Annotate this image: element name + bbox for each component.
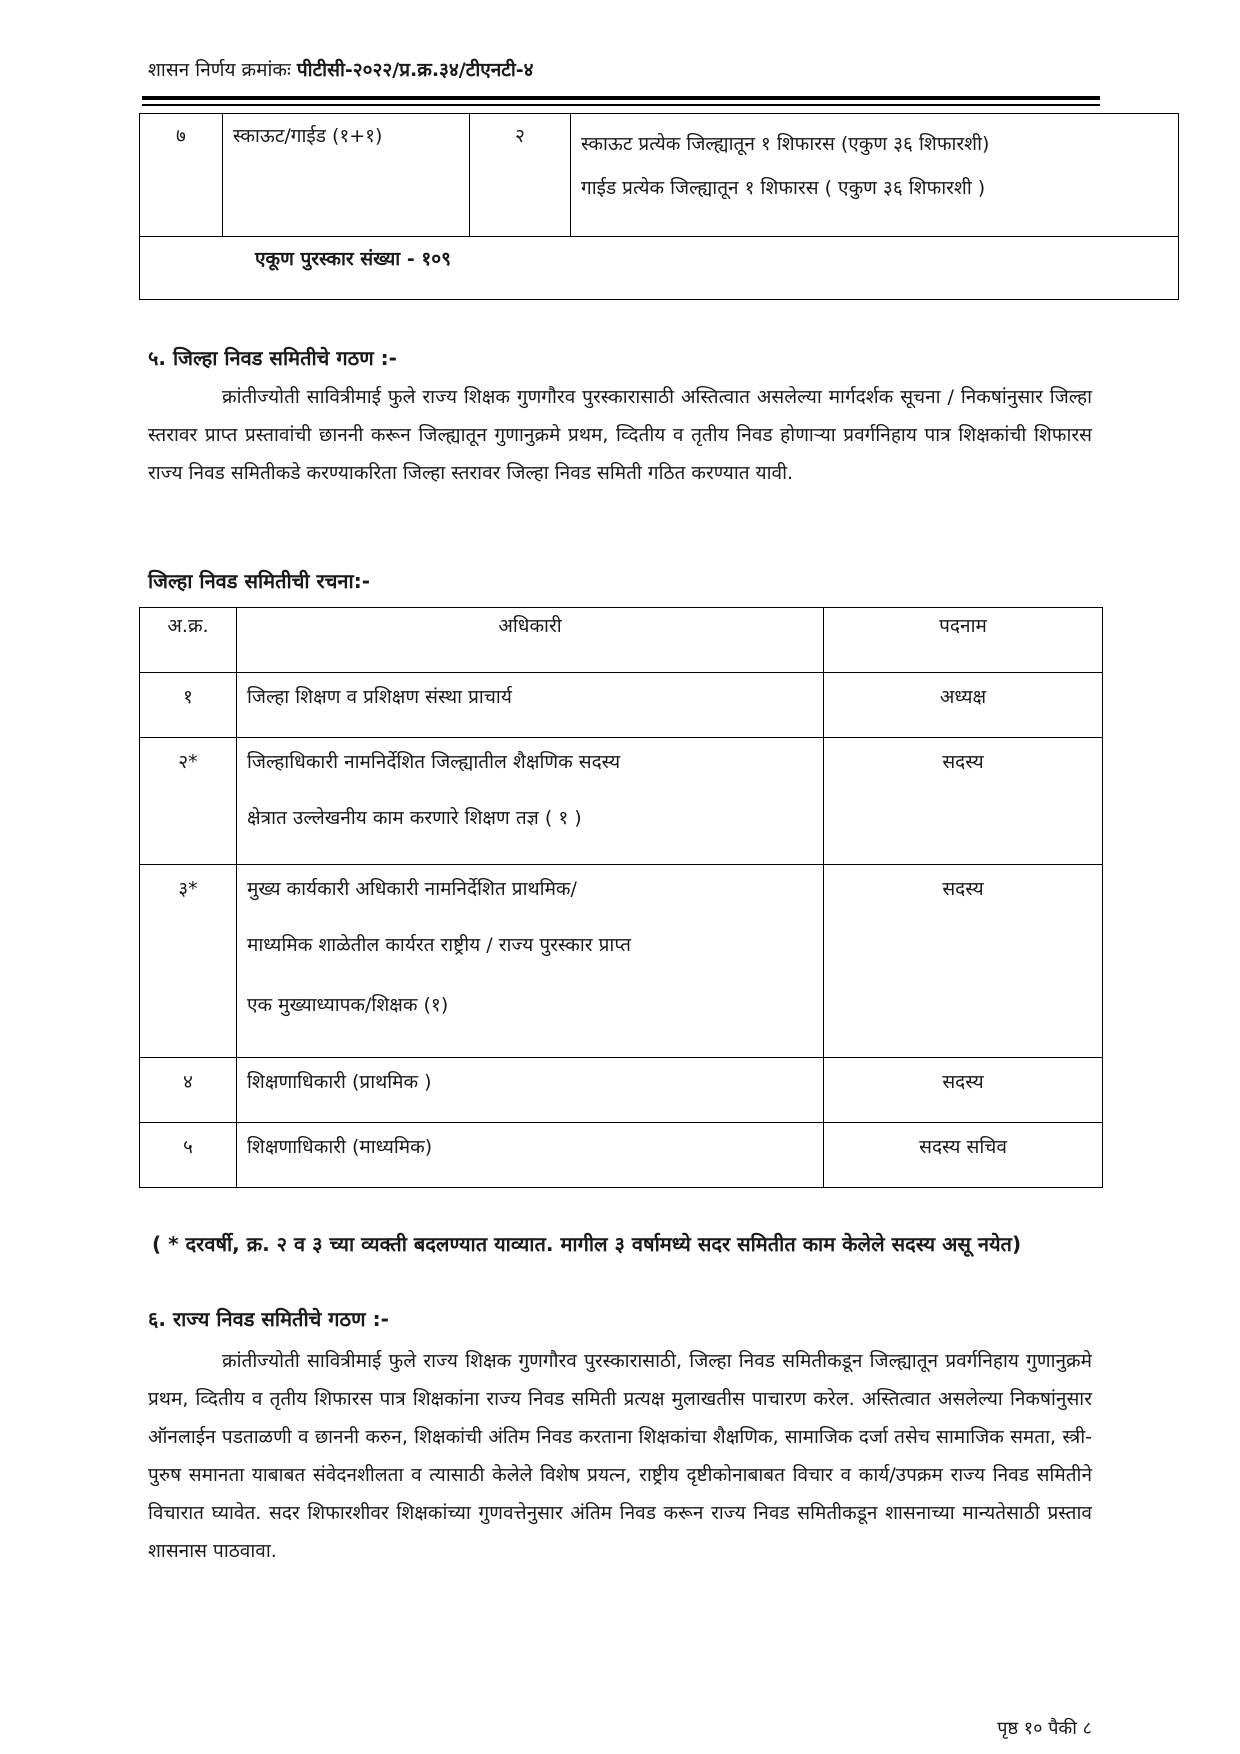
gr-number: पीटीसी-२०२२/प्र.क्र.३४/टीएनटी-४	[296, 59, 534, 81]
guide-line: गाईड प्रत्येक जिल्ह्यातून १ शिफारस ( एकुण ३६ शिफारशी )	[581, 177, 986, 199]
header-sr: अ.क्र.	[140, 608, 237, 673]
officer-cell: शिक्षणाधिकारी (माध्यमिक)	[237, 1123, 824, 1188]
table-row	[140, 865, 1103, 1058]
category-cell: स्काऊट/गाईड (१+१)	[223, 114, 470, 237]
designation-cell: सदस्य	[824, 738, 1103, 865]
officer-cell: जिल्हा शिक्षण व प्रशिक्षण संस्था प्राचार्य	[237, 673, 824, 738]
district-committee-table	[139, 607, 1103, 1188]
count-cell: २	[470, 114, 571, 237]
table-header-row	[140, 608, 1103, 673]
designation-cell: सदस्य सचिव	[824, 1123, 1103, 1188]
section-6-heading: ६. राज्य निवड समितीचे गठण :-	[148, 1307, 389, 1331]
committee-composition-heading: जिल्हा निवड समितीची रचना:-	[148, 569, 371, 593]
designation-cell: अध्यक्ष	[824, 673, 1103, 738]
section-5-heading: ५. जिल्हा निवड समितीचे गठण :-	[148, 346, 397, 370]
header-rule-thin	[142, 104, 1100, 106]
header-designation: पदनाम	[824, 608, 1103, 673]
sr-cell: ७	[140, 114, 223, 237]
page-number: पृष्ठ १० पैकी ८	[997, 1718, 1092, 1739]
recommendation-cell	[571, 114, 1179, 237]
section-6-paragraph: क्रांतीज्योती सावित्रीमाई फुले राज्य शिक्षक गुणगौरव पुरस्कारासाठी, जिल्हा निवड समितीकडून जिल्ह्यातून प्रवर्गनिहाय गुणानुक्रमे प्रथम, व्दितीय व तृतीय शिफारस पात्र शिक्षकांना राज्य निवड समिती प्रत्यक्ष मुलाखतीस पाचारण करेल. अस्तित्वात असलेल्या निकषांनुसार ऑनलाईन पडताळणी व छाननी करुन, शिक्षकांची अंतिम निवड करताना शिक्षकांचा शैक्षणिक, सामाजिक दर्जा तसेच सामाजिक समता, स्त्री-पुरुष समानता याबाबत संवेदनशीलता व त्यासाठी केलेले विशेष प्रयत्न, राष्ट्रीय दृष्टीकोनाबाबत विचार व कार्य/उपक्रम राज्य निवड समितीने विचारात घ्यावेत. सदर शिफारशीवर शिक्षकांच्या गुणवत्तेनुसार अंतिम निवड करून राज्य निवड समितीकडून शासनाच्या मान्यतेसाठी प्रस्ताव शासनास पाठवावा.	[148, 1350, 1093, 1562]
total-awards: एकूण पुरस्कार संख्या - १०९	[140, 237, 1179, 300]
committee-note: ( * दरवर्षी, क्र. २ व ३ च्या व्यक्ती बदलण्यात याव्यात. मागील ३ वर्षामध्ये सदर समितीत काम केलेले सदस्य असू नयेत)	[152, 1232, 1022, 1256]
table-row	[140, 114, 1179, 237]
table-row	[140, 1123, 1103, 1188]
header-prefix: शासन निर्णय क्रमांकः	[148, 59, 297, 81]
award-count-table	[139, 113, 1179, 300]
sr-cell: ५	[140, 1123, 237, 1188]
officer-cell: शिक्षणाधिकारी (प्राथमिक )	[237, 1058, 824, 1123]
officer-cell: जिल्हाधिकारी नामनिर्देशित जिल्ह्यातील शैक्षणिक सदस्य क्षेत्रात उल्लेखनीय काम करणारे शिक्षण तज्ञ ( १ )	[237, 738, 824, 865]
table-row	[140, 673, 1103, 738]
header-rule-thick	[142, 96, 1100, 100]
sr-cell: १	[140, 673, 237, 738]
section-5-paragraph: क्रांतीज्योती सावित्रीमाई फुले राज्य शिक्षक गुणगौरव पुरस्कारासाठी अस्तित्वात असलेल्या मार्गदर्शक सूचना / निकषांनुसार जिल्हा स्तरावर प्राप्त प्रस्तावांची छाननी करून जिल्ह्यातून गुणानुक्रमे प्रथम, व्दितीय व तृतीय निवड होणाऱ्या प्रवर्गनिहाय पात्र शिक्षकांची शिफारस राज्य निवड समितीकडे करण्याकरिता जिल्हा स्तरावर जिल्हा निवड समिती गठित करण्यात यावी.	[148, 386, 1092, 484]
sr-cell: ४	[140, 1058, 237, 1123]
designation-cell: सदस्य	[824, 1058, 1103, 1123]
officer-cell: मुख्य कार्यकारी अधिकारी नामनिर्देशित प्राथमिक/ माध्यमिक शाळेतील कार्यरत राष्ट्रीय / राज्य पुरस्कार प्राप्त एक मुख्याध्यापक/शिक्षक (१)	[237, 865, 824, 1058]
table-row	[140, 738, 1103, 865]
scout-line: स्काऊट प्रत्येक जिल्ह्यातून १ शिफारस (एकुण ३६ शिफारशी)	[581, 133, 990, 155]
sr-cell: २*	[140, 738, 237, 865]
header-officer: अधिकारी	[237, 608, 824, 673]
table-row	[140, 1058, 1103, 1123]
document-header	[148, 56, 534, 82]
designation-cell: सदस्य	[824, 865, 1103, 1058]
total-row	[140, 237, 1179, 300]
sr-cell: ३*	[140, 865, 237, 1058]
